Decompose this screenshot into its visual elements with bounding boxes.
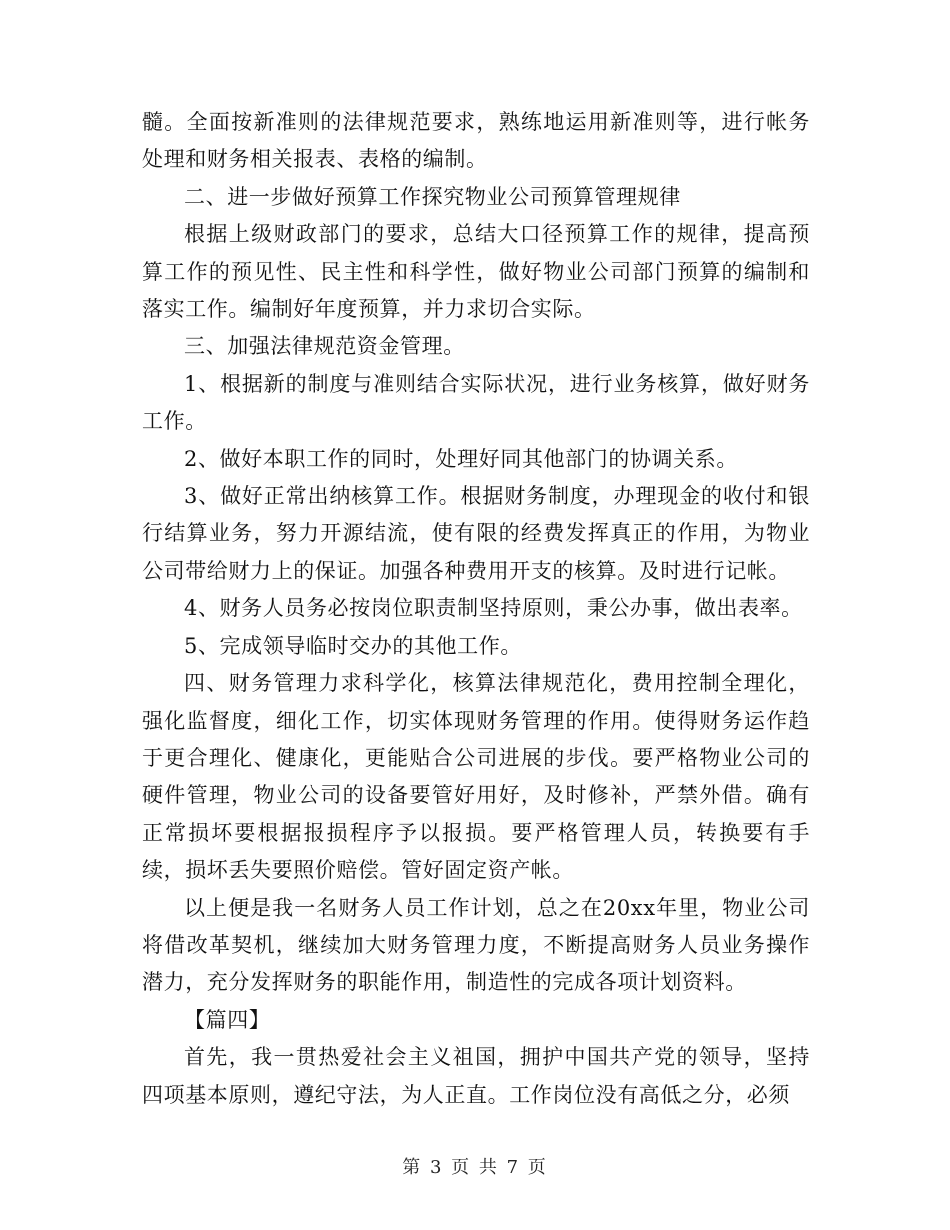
document-body xyxy=(142,104,810,1114)
paragraph-continuation: 髓。全面按新准则的法律规范要求，熟练地运用新准则等，进行帐务处理和财务相关报表、表格的编制。 xyxy=(142,110,810,172)
heading-section-two: 二、进一步做好预算工作探究物业公司预算管理规律 xyxy=(184,184,681,209)
paragraph-part-four-intro: 首先，我一贯热爱社会主义祖国，拥护中国共产党的领导，坚持四项基本原则，遵纪守法，为人正直。工作岗位没有高低之分，必须 xyxy=(142,1045,810,1107)
paragraph-budget: 根据上级财政部门的要求，总结大口径预算工作的规律，提高预算工作的预见性、民主性和科学性，做好物业公司部门预算的编制和落实工作。编制好年度预算，并力求切合实际。 xyxy=(142,222,810,322)
paragraph-summary: 以上便是我一名财务人员工作计划，总之在20xx年里，物业公司将借改革契机，继续加大财务管理力度，不断提高财务人员业务操作潜力，充分发挥财务的职能作用，制造性的完成各项计划资料。 xyxy=(142,895,810,995)
list-item-3: 3、做好正常出纳核算工作。根据财务制度，办理现金的收付和银行结算业务，努力开源结流，使有限的经费发挥真正的作用，为物业公司带给财力上的保证。加强各种费用开支的核算。及时进行记帐。 xyxy=(142,484,810,583)
heading-part-four: 【篇四】 xyxy=(184,1007,271,1032)
list-item-4: 4、财务人员务必按岗位职责制坚持原则，秉公办事，做出表率。 xyxy=(184,596,803,621)
list-item-1: 1、根据新的制度与准则结合实际状况，进行业务核算，做好财务工作。 xyxy=(142,371,810,434)
list-item-2: 2、做好本职工作的同时，处理好同其他部门的协调关系。 xyxy=(184,446,738,471)
heading-section-three: 三、加强法律规范资金管理。 xyxy=(184,334,465,359)
page-number-footer: 第 3 页 共 7 页 xyxy=(402,1157,548,1178)
list-item-5: 5、完成领导临时交办的其他工作。 xyxy=(184,633,522,658)
paragraph-section-four: 四、财务管理力求科学化，核算法律规范化，费用控制全理化，强化监督度，细化工作，切实体现财务管理的作用。使得财务运作趋于更合理化、健康化，更能贴合公司进展的步伐。要严格物业公司的硬件管理，物业公司的设备要管好用好，及时修补，严禁外借。确有正常损坏要根据报损程序予以报损。要严格管理人员，转换要有手续，损坏丢失要照价赔偿。管好固定资产帐。 xyxy=(142,671,810,883)
